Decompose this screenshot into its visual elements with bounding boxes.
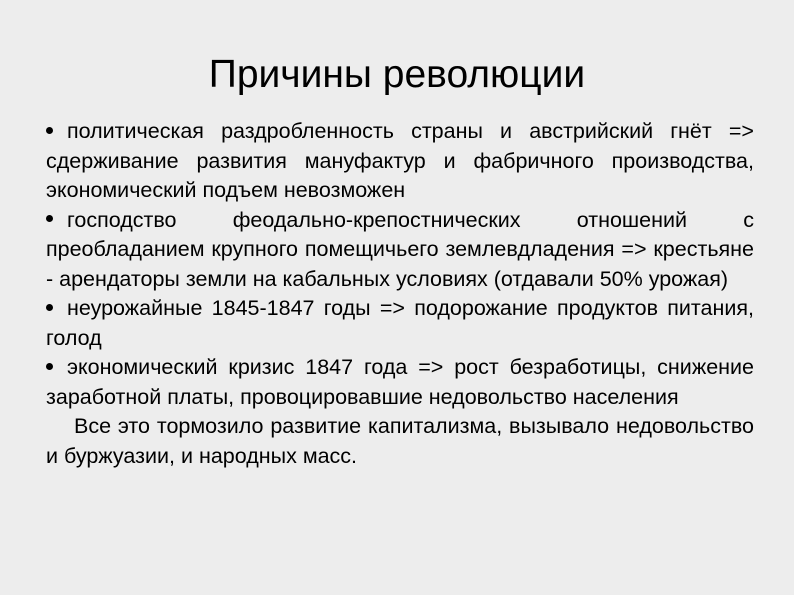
bullet-text: политическая раздробленность страны и австрийский гнёт => сдерживание развития мануфактур и фабричного производства, экономический подъем невозможен [46, 119, 754, 202]
bullet-text: экономический кризис 1847 года => рост безработицы, снижение заработной платы, провоцировавшие недовольство населения [46, 355, 754, 409]
conclusion-text: Все это тормозило развитие капитализма, вызывало недовольство и буржуазии, и народных масс. [46, 414, 754, 468]
bullet-item [46, 117, 754, 206]
bullet-item [46, 206, 754, 295]
bullet-item [46, 294, 754, 353]
bullet-dot-icon [46, 215, 53, 222]
bullet-text: господство феодально-крепостнических отношений с преобладанием крупного помещичьего землевдладения => крестьяне - арендаторы земли на кабальных условиях (отдавали 50% урожая) [46, 207, 754, 291]
slide-title: Причины революции [208, 53, 586, 96]
bullet-text: неурожайные 1845-1847 годы => подорожание продуктов питания, голод [46, 296, 754, 350]
bullet-item [46, 353, 754, 412]
bullet-dot-icon [46, 304, 53, 311]
bullet-dot-icon [46, 363, 53, 370]
slide-content [46, 117, 754, 471]
bullet-dot-icon [46, 127, 53, 134]
